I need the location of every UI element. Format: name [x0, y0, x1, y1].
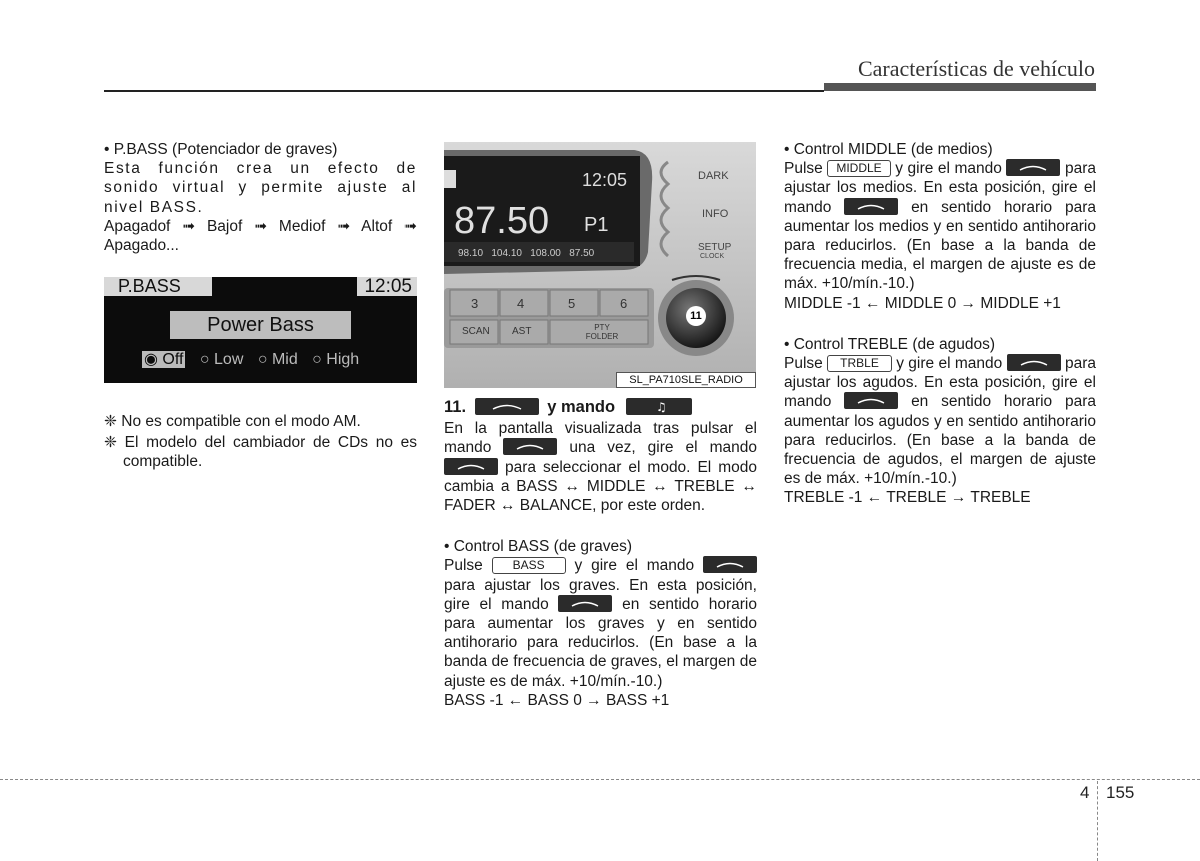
pbass-option-high: ○ High — [312, 351, 360, 368]
pbass-display-time: 12:05 — [364, 277, 412, 297]
pbass-options — [142, 349, 369, 369]
pbass-display-title: P.BASS — [118, 277, 181, 296]
pbass-display — [104, 277, 417, 383]
tune-knob-icon — [558, 595, 612, 612]
radio-preset: P1 — [584, 214, 609, 236]
middle-bullet: • Control MIDDLE (de medios) — [784, 141, 993, 158]
radio-dark-button: DARK — [698, 170, 729, 182]
tune-knob-icon — [444, 458, 498, 475]
middle-range: MIDDLE -1 ← MIDDLE 0 → MIDDLE +1 — [784, 294, 1061, 312]
tune-knob-icon — [503, 438, 557, 455]
radio-scan-key: SCAN — [462, 326, 490, 337]
bass-range: BASS -1 ← BASS 0 → BASS +1 — [444, 691, 670, 709]
radio-ast-key: AST — [512, 326, 532, 337]
treble-text-a: para ajustar los agudos. En esta posición, gire el mando — [784, 355, 1097, 411]
image-caption: SL_PA710SLE_RADIO — [616, 372, 756, 388]
treble-pulse: Pulse — [784, 355, 823, 373]
column-2 — [444, 398, 757, 710]
tune-knob-icon — [475, 398, 539, 415]
radio-key-6: 6 — [620, 296, 628, 311]
pbass-option-low: ○ Low — [199, 351, 244, 368]
note-cd: ❈ El modelo del cambiador de CDs no es compatible. — [104, 434, 417, 471]
chapter-number: 4 — [1080, 783, 1090, 802]
pbass-sequence: Apagadof ➟ Bajof ➟ Mediof ➟ Altof ➟ Apagado... — [104, 217, 417, 255]
middle-button-icon: MIDDLE — [827, 160, 890, 177]
bass-text-a: para ajustar los graves. En esta posición, gire el mando — [444, 576, 757, 613]
item-11-heading-text: y mando — [547, 398, 616, 416]
footer-vertical-divider — [1097, 781, 1098, 861]
treble-text-b: en sentido horario para aumentar los agudos y en sentido antihorario para reducirlos. (En base a la banda de frecuencia de agudos, el margen de ajuste es de máx. +10/mín.-10.) — [784, 393, 1097, 488]
item-11-heading — [444, 398, 757, 417]
pbass-description: Esta función crea un efecto de sonido virtual y permite ajuste al nivel BASS. — [104, 160, 417, 216]
music-note-icon — [626, 398, 692, 415]
radio-key-3: 3 — [471, 296, 479, 311]
svg-text:♫: ♫ — [655, 400, 667, 414]
pbass-option-off: ◉ Off — [144, 351, 184, 368]
middle-text-b: en sentido horario para aumentar los medios y en sentido antihorario para reducirlos. (En base a la banda de frecuencia media, el margen de ajuste es de máx. +10/mín.-10.) — [784, 198, 1097, 293]
bass-bullet: • Control BASS (de graves) — [444, 538, 633, 556]
item-11-number: 11. — [444, 398, 467, 416]
p1-part-c: para seleccionar el modo. El modo cambia a BASS ↔ MIDDLE ↔ TREBLE ↔ FADER ↔ BALANCE, por este orden. — [444, 458, 757, 515]
column-1 — [104, 140, 417, 255]
p1-part-b: una vez, gire el mando — [569, 439, 757, 457]
page-number: 155 — [1106, 783, 1135, 802]
radio-info-button: INFO — [702, 208, 729, 220]
pbass-display-box: Power Bass — [170, 311, 351, 339]
pbass-option-mid: ○ Mid — [257, 351, 298, 368]
radio-frequency: 87.50 — [454, 200, 550, 242]
radio-time: 12:05 — [582, 170, 628, 190]
tune-knob-icon — [844, 392, 898, 409]
column-3 — [784, 140, 1096, 508]
middle-text-a: para ajustar los medios. En esta posición, gire el mando — [784, 160, 1097, 216]
header-rule — [104, 90, 824, 92]
bass-button-icon: BASS — [492, 557, 566, 574]
callout-badge: 11 — [686, 306, 706, 326]
middle-and: y gire el mando — [895, 160, 1002, 178]
radio-key-4: 4 — [517, 296, 525, 311]
tune-knob-icon — [703, 556, 757, 573]
bass-and: y gire el mando — [574, 557, 695, 575]
tune-knob-icon — [1006, 159, 1060, 176]
radio-pty-folder-key: PTY FOLDER — [585, 323, 619, 341]
header-rule-accent — [824, 83, 1096, 91]
radio-clock-label: CLOCK — [700, 253, 725, 260]
p1-part-a: En la pantalla visualizada tras pulsar el mando — [444, 420, 757, 457]
tune-knob-icon — [1007, 354, 1061, 371]
note-am: ❈ No es compatible con el modo AM. — [104, 413, 361, 430]
tune-knob-icon — [844, 198, 898, 215]
treble-range: TREBLE -1 ← TREBLE → TREBLE — [784, 489, 1031, 507]
page-section-title: Características de vehículo — [857, 56, 1095, 81]
radio-key-5: 5 — [568, 296, 576, 311]
compat-notes — [104, 412, 417, 472]
radio-setup-button: SETUP — [698, 242, 732, 253]
radio-unit-image — [444, 142, 756, 388]
footer-divider — [0, 779, 1200, 780]
radio-presets-row: 98.10 104.10 108.00 87.50 — [458, 248, 595, 259]
treble-button-icon: TRBLE — [827, 355, 892, 372]
treble-and: y gire el mando — [896, 355, 1003, 373]
bass-pulse: Pulse — [444, 557, 483, 575]
pbass-bullet: • P.BASS (Potenciador de graves) — [104, 141, 338, 158]
treble-bullet: • Control TREBLE (de agudos) — [784, 335, 996, 353]
middle-pulse: Pulse — [784, 160, 823, 178]
bass-text-b: en sentido horario para aumentar los graves y en sentido antihorario para reducirlos. (En base a la banda de frecuencia de graves, el margen de ajuste es de máx. +10/mín.-10.) — [444, 595, 757, 690]
